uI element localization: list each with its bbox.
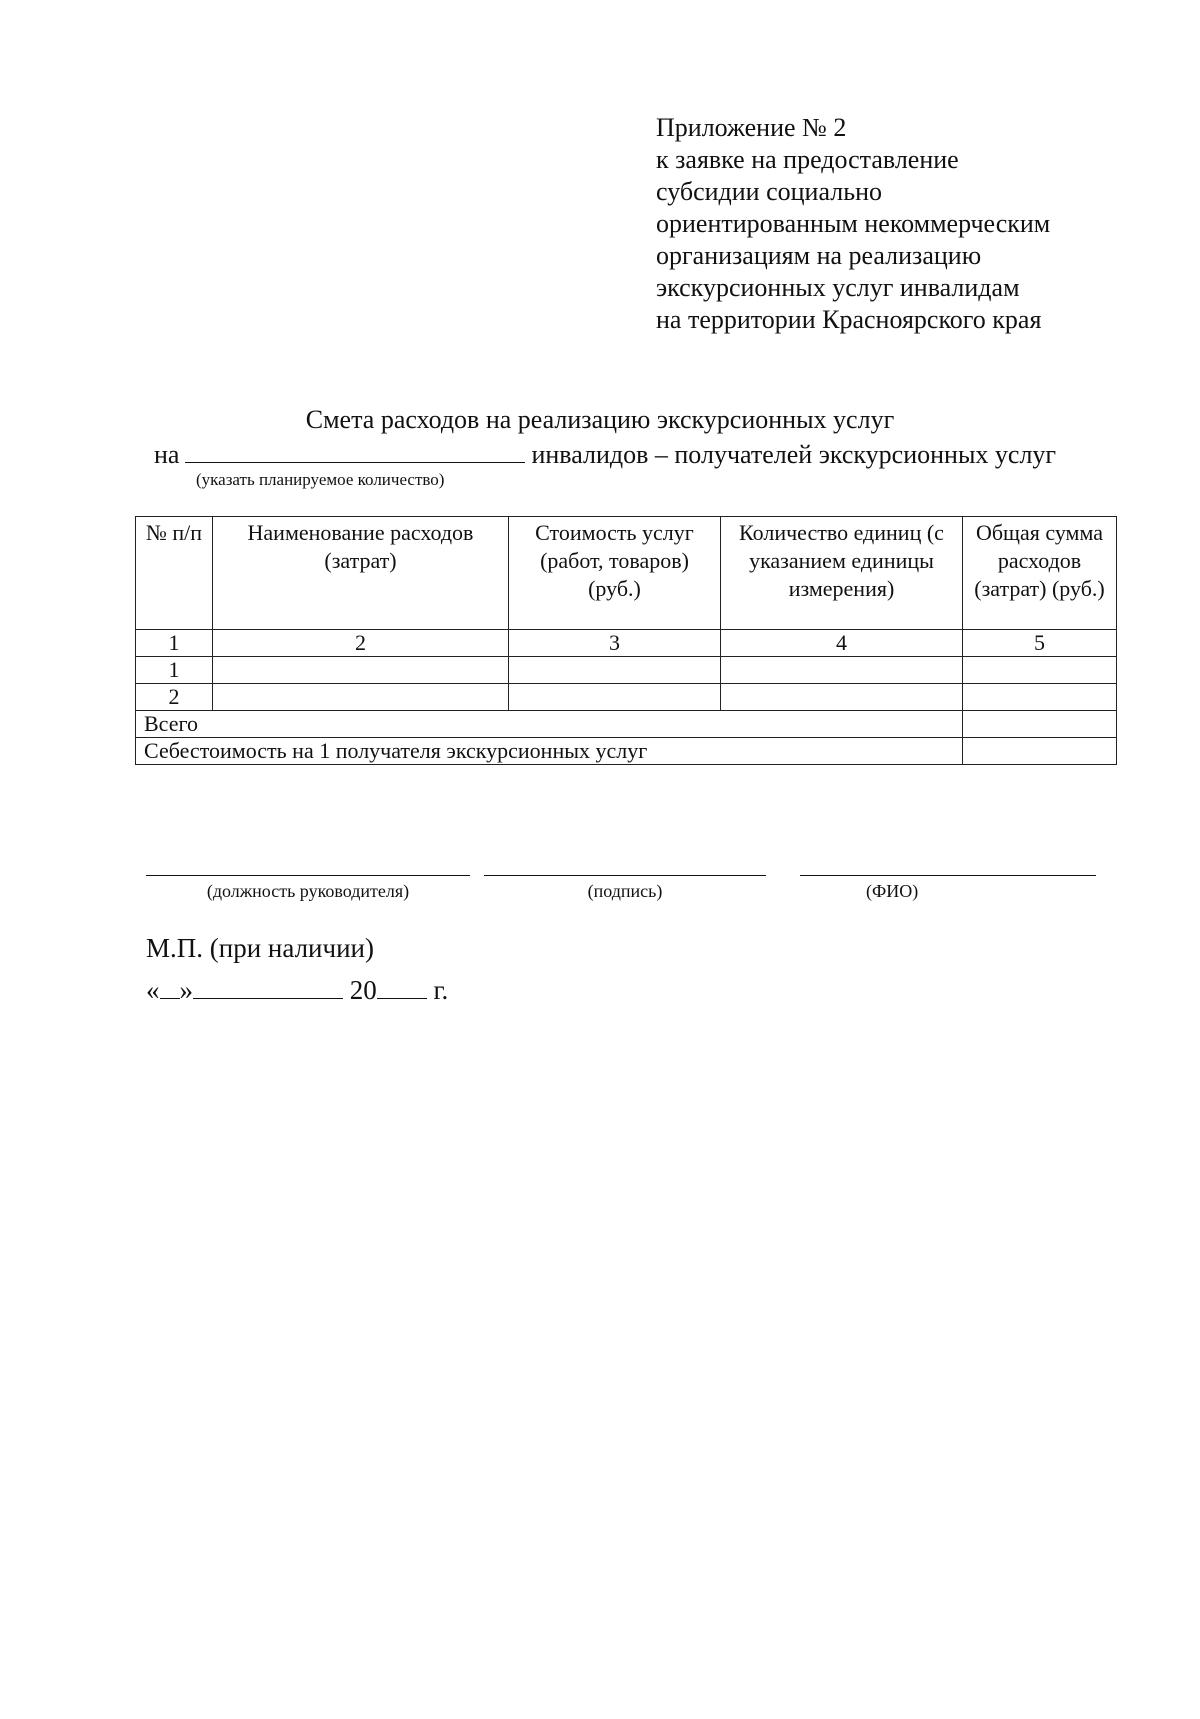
- year-blank[interactable]: [377, 974, 427, 999]
- position-signature-field[interactable]: [146, 875, 470, 902]
- name-signature-field[interactable]: [800, 875, 1096, 902]
- service-cost-cell[interactable]: [509, 684, 721, 711]
- appendix-line-4: ориентированным некоммерческим: [656, 209, 1051, 238]
- signature-caption: (подпись): [587, 881, 663, 901]
- header-unit-quantity: Количество единиц (с указанием единицы измерения): [721, 517, 963, 630]
- table-row: [136, 657, 1117, 684]
- appendix-line-3: субсидии социально: [656, 177, 882, 206]
- total-label: Всего: [136, 711, 963, 738]
- header-service-cost: Стоимость услуг (работ, товаров) (руб.): [509, 517, 721, 630]
- header-number: № п/п: [136, 517, 213, 630]
- header-total-amount: Общая сумма расходов (затрат) (руб.): [963, 517, 1117, 630]
- year-suffix: г.: [433, 975, 449, 1005]
- total-amount-cell[interactable]: [963, 657, 1117, 684]
- table-header-row: [136, 517, 1117, 630]
- appendix-block: [656, 112, 1156, 336]
- name-line: [800, 875, 1096, 876]
- column-number: 3: [509, 630, 721, 657]
- total-row: [136, 711, 1117, 738]
- total-value-cell[interactable]: [963, 711, 1117, 738]
- unit-quantity-cell[interactable]: [721, 684, 963, 711]
- day-blank[interactable]: [160, 974, 180, 999]
- table-row: [136, 684, 1117, 711]
- recipient-count-blank[interactable]: [185, 438, 525, 463]
- name-caption: (ФИО): [866, 881, 919, 901]
- unit-quantity-cell[interactable]: [721, 657, 963, 684]
- column-number: 4: [721, 630, 963, 657]
- signature-line: [484, 875, 766, 876]
- date-open-quote: «: [146, 975, 160, 1005]
- count-suffix: инвалидов – получателей экскурсионных услуг: [531, 440, 1057, 469]
- column-number: 5: [963, 630, 1117, 657]
- position-line: [146, 875, 470, 876]
- appendix-line-5: организациям на реализацию: [656, 241, 982, 270]
- unit-cost-row: [136, 738, 1117, 765]
- row-number: 1: [136, 657, 213, 684]
- estimate-table: [135, 516, 1117, 765]
- count-prefix: на: [154, 440, 180, 469]
- service-cost-cell[interactable]: [509, 657, 721, 684]
- signature-field[interactable]: [484, 875, 766, 902]
- date-close-quote: »: [179, 975, 193, 1005]
- row-number: 2: [136, 684, 213, 711]
- header-expense-name: Наименование расходов (затрат): [213, 517, 509, 630]
- appendix-line-7: на территории Красноярского края: [656, 305, 1042, 334]
- recipient-count-line: [154, 438, 1056, 471]
- month-blank[interactable]: [193, 974, 343, 999]
- unit-cost-label: Себестоимость на 1 получателя экскурсионных услуг: [136, 738, 963, 765]
- expense-name-cell[interactable]: [213, 684, 509, 711]
- total-amount-cell[interactable]: [963, 684, 1117, 711]
- appendix-line-1: Приложение № 2: [656, 113, 847, 142]
- appendix-line-2: к заявке на предоставление: [656, 145, 959, 174]
- stamp-label: М.П. (при наличии): [146, 933, 374, 963]
- recipient-count-hint: (указать планируемое количество): [196, 470, 445, 489]
- column-number-row: [136, 630, 1117, 657]
- document-title: Смета расходов на реализацию экскурсионных услуг: [305, 405, 895, 434]
- date-line: [146, 974, 448, 1006]
- expense-name-cell[interactable]: [213, 657, 509, 684]
- year-prefix: 20: [349, 975, 377, 1005]
- unit-cost-value-cell[interactable]: [963, 738, 1117, 765]
- appendix-line-6: экскурсионных услуг инвалидам: [656, 273, 1020, 302]
- column-number: 2: [213, 630, 509, 657]
- column-number: 1: [136, 630, 213, 657]
- position-caption: (должность руководителя): [206, 881, 410, 901]
